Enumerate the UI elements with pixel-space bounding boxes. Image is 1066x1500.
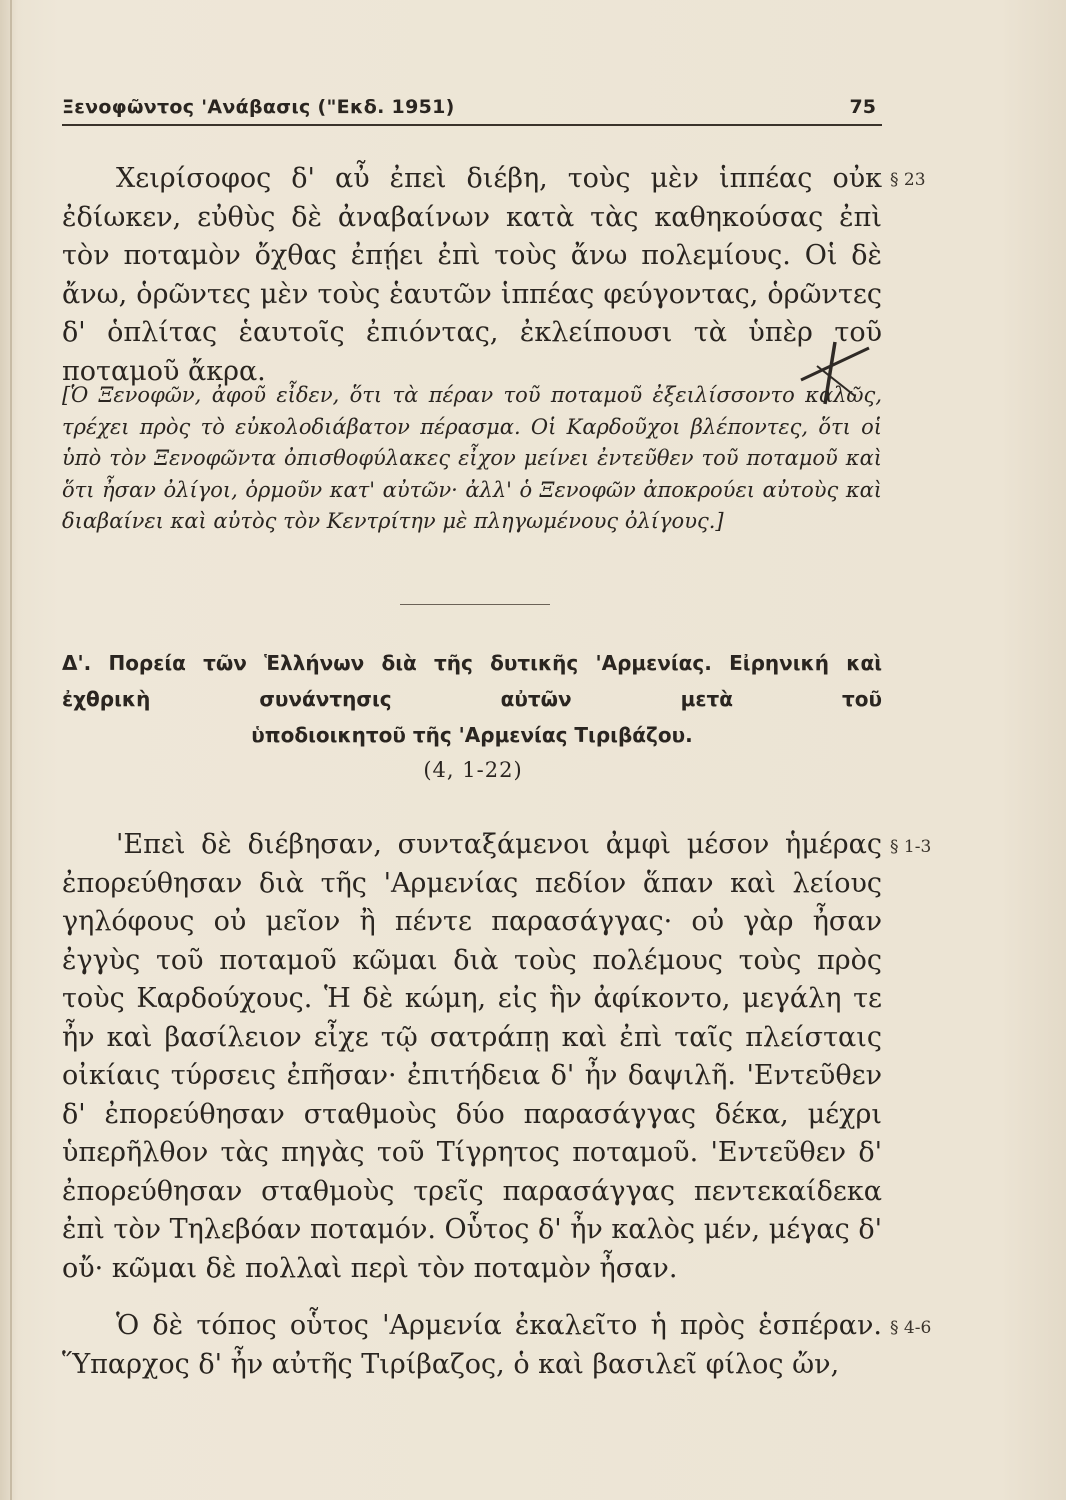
chapter-heading: [62, 645, 882, 753]
paragraph-2-text: 'Επεὶ δὲ διέβησαν, συνταξάμενοι ἀμφὶ μέσον ἡμέρας ἐπορεύθησαν διὰ τῆς 'Αρμενίας πεδίον ἅπαν καὶ λείους γηλόφους οὐ μεῖον ἢ πέντε παρασάγγας· οὐ γὰρ ἦσαν ἐγγὺς τοῦ ποταμοῦ κῶμαι διὰ τοὺς πολέμους τοὺς πρὸς τοὺς Καρδούχους. Ἡ δὲ κώμη, εἰς ἣν ἀφίκοντο, μεγάλη τε ἦν καὶ βασίλειον εἶχε τῷ σατράπῃ καὶ ἐπὶ ταῖς πλείσταις οἰκίαις τύρσεις ἐπῆσαν· ἐπιτήδεια δ' ἦν δαψιλῆ. 'Εντεῦθεν δ' ἐπορεύθησαν σταθμοὺς δύο παρασάγγας δέκα, μέχρι ὑπερῆλθον τὰς πηγὰς τοῦ Τίγρητος ποταμοῦ. 'Εντεῦθεν δ' ἐπορεύθησαν σταθμοὺς τρεῖς παρασάγγας πεντεκαίδεκα ἐπὶ τὸν Τηλεβόαν ποταμόν. Οὗτος δ' ἦν καλὸς μέν, μέγας δ' οὔ· κῶμαι δὲ πολλαὶ περὶ τὸν ποταμὸν ἦσαν.: [62, 829, 882, 1284]
page-number: 75: [849, 96, 876, 118]
paragraph-1-text: Χειρίσοφος δ' αὖ ἐπεὶ διέβη, τοὺς μὲν ἱππέας οὐκ ἐδίωκεν, εὐθὺς δὲ ἀναβαίνων κατὰ τὰς καθηκούσας ἐπὶ τὸν ποταμὸν ὄχθας ἐπῄει ἐπὶ τοὺς ἄνω πολεμίους. Οἱ δὲ ἄνω, ὁρῶντες μὲν τοὺς ἑαυτῶν ἱππέας φεύγοντας, ὁρῶντες δ' ὁπλίτας ἑαυτοῖς ἐπιόντας, ἐκλείπουσι τὰ ὑπὲρ τοῦ ποταμοῦ ἄκρα.: [62, 163, 882, 387]
running-header: [62, 96, 882, 126]
paragraph-2: [62, 826, 882, 1288]
paragraph-1: [62, 160, 882, 391]
running-title: Ξενοφῶντος 'Ανάβασις ("Εκδ. 1951): [62, 96, 455, 118]
section-marker-4-6: § 4-6: [890, 1318, 932, 1338]
paragraph-3: [62, 1307, 882, 1384]
page-spine-edge: [10, 0, 12, 1500]
paragraph-3-text: Ὁ δὲ τόπος οὗτος 'Αρμενία ἐκαλεῖτο ἡ πρὸς ἑσπέραν. Ὕπαρχος δ' ἦν αὐτῆς Τιρίβαζος, ὁ καὶ βασιλεῖ φίλος ὤν,: [62, 1310, 882, 1380]
summary-block: [62, 380, 882, 538]
header-rule: [62, 124, 882, 126]
summary-text: [Ὁ Ξενοφῶν, ἀφοῦ εἶδεν, ὅτι τὰ πέραν τοῦ ποταμοῦ ἐξειλίσσοντο καλῶς, τρέχει πρὸς τὸ εὐκολοδιάβατον πέρασμα. Οἱ Καρδοῦχοι βλέποντες, ὅτι οἱ ὑπὸ τὸν Ξενοφῶντα ὀπισθοφύλακες εἶχον μείνει ἐντεῦθεν τοῦ ποταμοῦ καὶ ὅτι ἦσαν ὀλίγοι, ὁρμοῦν κατ' αὐτῶν· ἀλλ' ὁ Ξενοφῶν ἀποκρούει αὐτοὺς καὶ διαβαίνει καὶ αὐτὸς τὸν Κεντρίτην μὲ πληγωμένους ὀλίγους.]: [62, 383, 882, 533]
section-divider: [400, 604, 550, 605]
section-marker-1-3: § 1-3: [890, 837, 932, 857]
section-marker-23: § 23: [890, 170, 926, 190]
chapter-heading-line-1: Δ'. Πορεία τῶν Ἑλλήνων διὰ τῆς δυτικῆς 'Αρμενίας. Εἰρηνική καὶ ἐχθρικὴ συνάντησις αὐτῶν μετὰ τοῦ: [62, 651, 882, 711]
chapter-reference: (4, 1-22): [423, 758, 523, 782]
chapter-heading-line-2: ὑποδιοικητοῦ τῆς 'Αρμενίας Τιριβάζου.: [251, 723, 693, 747]
